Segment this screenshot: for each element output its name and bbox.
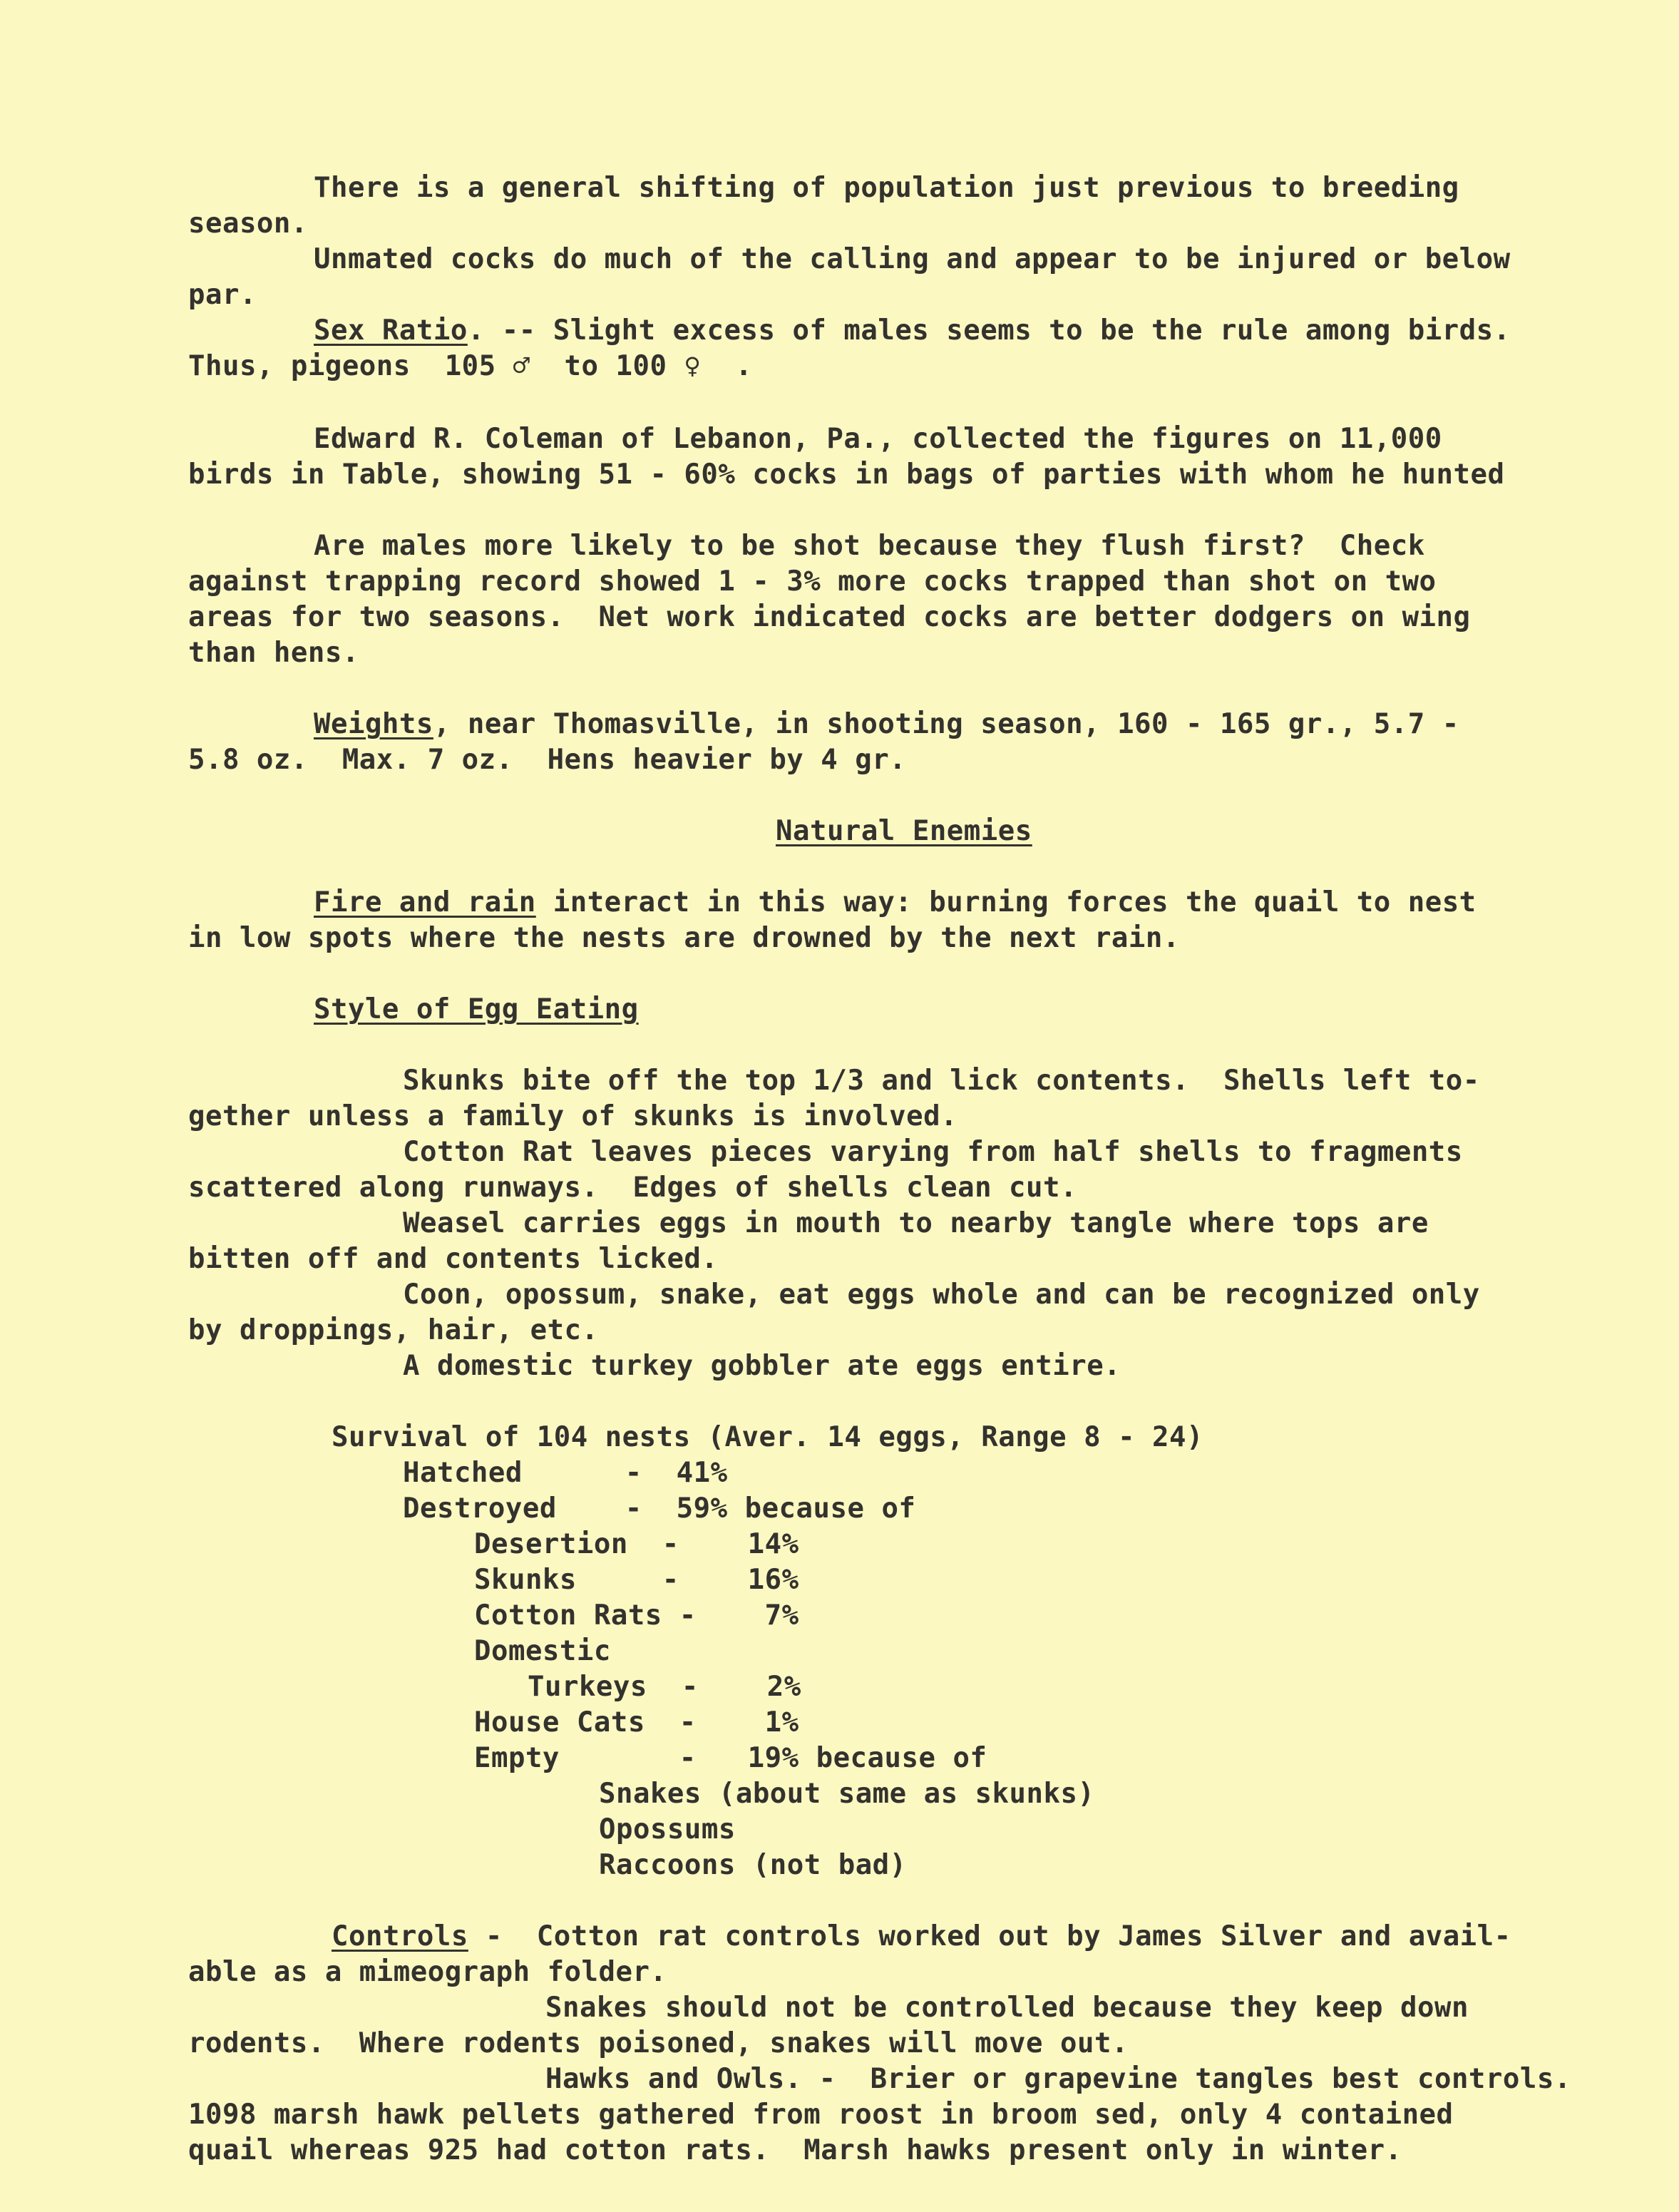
- coleman-line1: Edward R. Coleman of Lebanon, Pa., collected the figures on 11,000: [314, 423, 1442, 455]
- survival-title: Survival of 104 nests (Aver. 14 eggs, Range 8 - 24): [332, 1421, 1203, 1453]
- males-shot-line3: areas for two seasons. Net work indicated cocks are better dodgers on wing: [188, 601, 1471, 633]
- sex-ratio-text: . -- Slight excess of males seems to be the rule among birds.: [467, 314, 1511, 347]
- para2-line1: Unmated cocks do much of the calling and appear to be injured or below: [314, 243, 1511, 275]
- egg-eating-title: Style of Egg Eating: [314, 993, 639, 1025]
- controls-line4: rodents. Where rodents poisoned, snakes will move out.: [188, 2027, 1129, 2059]
- controls-text: - Cotton rat controls worked out by James Silver and avail-: [468, 1920, 1511, 1952]
- fire-rain-line1: [314, 886, 1477, 920]
- fire-rain-heading: Fire and rain: [314, 886, 536, 918]
- survival-line: Hatched - 41%: [403, 1457, 728, 1489]
- egg-eating-line: Weasel carries eggs in mouth to nearby tangle where tops are: [403, 1207, 1429, 1239]
- egg-eating-line: A domestic turkey gobbler ate eggs entire.: [403, 1350, 1121, 1382]
- survival-line: House Cats - 1%: [474, 1706, 799, 1739]
- survival-line: Cotton Rats - 7%: [474, 1599, 799, 1632]
- controls-line2: able as a mimeograph folder.: [188, 1956, 667, 1988]
- controls-heading: Controls: [332, 1920, 468, 1952]
- survival-line: Empty - 19% because of: [474, 1742, 987, 1774]
- survival-line: Skunks - 16%: [474, 1564, 799, 1596]
- fire-rain-line2: in low spots where the nests are drowned by the next rain.: [188, 922, 1180, 954]
- egg-eating-line: bitten off and contents licked.: [188, 1243, 719, 1275]
- egg-eating-line: Coon, opossum, snake, eat eggs whole and can be recognized only: [403, 1279, 1480, 1311]
- controls-line6: 1098 marsh hawk pellets gathered from roost in broom sed, only 4 contained: [188, 2099, 1454, 2131]
- fire-rain-text: interact in this way: burning forces the quail to nest: [535, 886, 1477, 918]
- egg-eating-heading: [314, 993, 639, 1027]
- survival-line: Turkeys - 2%: [528, 1671, 801, 1703]
- survival-line: Desertion - 14%: [474, 1528, 799, 1560]
- controls-line7: quail whereas 925 had cotton rats. Marsh hawks present only in winter.: [188, 2134, 1402, 2166]
- natural-enemies-title: Natural Enemies: [776, 815, 1032, 847]
- natural-enemies-heading: [776, 814, 1032, 849]
- egg-eating-line: Skunks bite off the top 1/3 and lick contents. Shells left to-: [403, 1065, 1480, 1097]
- sex-ratio-heading: Sex Ratio: [314, 314, 468, 347]
- weights-heading: Weights: [314, 708, 433, 740]
- sex-ratio-line1: [314, 314, 1511, 348]
- para1-line1: There is a general shifting of population just previous to breeding: [314, 172, 1459, 204]
- egg-eating-line: scattered along runways. Edges of shells clean cut.: [188, 1172, 1077, 1204]
- weights-text: , near Thomasville, in shooting season, 160 - 165 gr., 5.7 -: [433, 708, 1459, 740]
- males-shot-line2: against trapping record showed 1 - 3% more cocks trapped than shot on two: [188, 565, 1437, 598]
- weights-line2: 5.8 oz. Max. 7 oz. Hens heavier by 4 gr.: [188, 744, 907, 776]
- controls-line1: [332, 1920, 1511, 1954]
- males-shot-line4: than hens.: [188, 637, 359, 669]
- survival-line: Raccoons (not bad): [599, 1849, 907, 1881]
- weights-line1: [314, 707, 1459, 742]
- controls-line5: Hawks and Owls. - Brier or grapevine tangles best controls.: [545, 2063, 1571, 2095]
- egg-eating-line: Cotton Rat leaves pieces varying from half shells to fragments: [403, 1136, 1463, 1168]
- egg-eating-line: gether unless a family of skunks is involved.: [188, 1100, 958, 1132]
- males-shot-line1: Are males more likely to be shot because they flush first? Check: [314, 530, 1425, 562]
- para1-line2: season.: [188, 208, 308, 240]
- para2-line2: par.: [188, 279, 257, 311]
- sex-ratio-line2: Thus, pigeons 105 ♂ to 100 ♀ .: [188, 350, 753, 382]
- coleman-line2: birds in Table, showing 51 - 60% cocks in bags of parties with whom he hunted: [188, 459, 1505, 491]
- survival-line: Opossums: [599, 1813, 736, 1845]
- survival-line: Snakes (about same as skunks): [599, 1778, 1095, 1810]
- controls-line3: Snakes should not be controlled because they keep down: [545, 1992, 1469, 2024]
- egg-eating-line: by droppings, hair, etc.: [188, 1314, 599, 1346]
- survival-line: Destroyed - 59% because of: [403, 1492, 916, 1525]
- survival-line: Domestic: [474, 1635, 611, 1667]
